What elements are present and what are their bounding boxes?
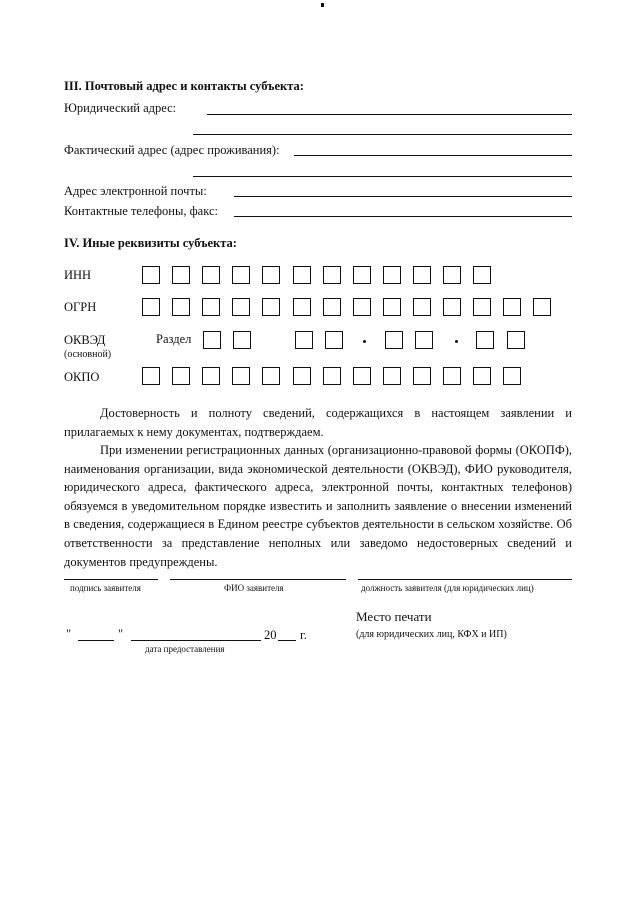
digit-box[interactable] bbox=[353, 367, 371, 385]
name-caption: ФИО заявителя bbox=[224, 583, 284, 593]
section4-title: IV. Иные реквизиты субъекта: bbox=[64, 236, 237, 250]
legal-address-field[interactable] bbox=[207, 114, 572, 115]
year-suffix: г. bbox=[300, 628, 307, 642]
digit-box[interactable] bbox=[383, 266, 401, 284]
digit-box[interactable] bbox=[323, 298, 341, 316]
digit-box[interactable] bbox=[293, 367, 311, 385]
digit-box[interactable] bbox=[383, 367, 401, 385]
phones-label: Контактные телефоны, факс: bbox=[64, 204, 219, 218]
actual-address-field[interactable] bbox=[294, 155, 572, 156]
digit-box[interactable] bbox=[232, 298, 250, 316]
digit-box[interactable] bbox=[443, 298, 461, 316]
digit-box[interactable] bbox=[142, 367, 160, 385]
digit-box[interactable] bbox=[476, 331, 494, 349]
digit-box[interactable] bbox=[503, 367, 521, 385]
okved-separator-dot bbox=[455, 340, 458, 343]
section3-title: III. Почтовый адрес и контакты субъекта: bbox=[64, 79, 304, 93]
digit-box[interactable] bbox=[325, 331, 343, 349]
stamp-note: (для юридических лиц, КФХ и ИП) bbox=[356, 629, 507, 640]
digit-box[interactable] bbox=[172, 367, 190, 385]
date-quote-close: " bbox=[118, 627, 124, 641]
digit-box[interactable] bbox=[262, 298, 280, 316]
digit-box[interactable] bbox=[323, 266, 341, 284]
inn-label: ИНН bbox=[64, 268, 92, 282]
okved-note: (основной) bbox=[64, 349, 112, 360]
digit-box[interactable] bbox=[142, 298, 160, 316]
month-field[interactable] bbox=[131, 640, 261, 641]
position-caption: должность заявителя (для юридических лиц) bbox=[361, 583, 534, 593]
year-prefix: 20 bbox=[264, 628, 277, 642]
date-quote-open: " bbox=[66, 627, 72, 641]
date-caption: дата предоставления bbox=[145, 644, 225, 654]
digit-box[interactable] bbox=[473, 266, 491, 284]
ogrn-label: ОГРН bbox=[64, 300, 97, 314]
day-field[interactable] bbox=[78, 640, 114, 641]
digit-box[interactable] bbox=[533, 298, 551, 316]
digit-box[interactable] bbox=[142, 266, 160, 284]
digit-box[interactable] bbox=[202, 266, 220, 284]
digit-box[interactable] bbox=[443, 367, 461, 385]
digit-box[interactable] bbox=[473, 298, 491, 316]
actual-address-field-2[interactable] bbox=[193, 176, 572, 177]
actual-address-label: Фактический адрес (адрес проживания): bbox=[64, 143, 280, 157]
digit-box[interactable] bbox=[203, 331, 221, 349]
okved-section-label: Раздел bbox=[156, 332, 192, 346]
digit-box[interactable] bbox=[202, 298, 220, 316]
email-field[interactable] bbox=[234, 196, 572, 197]
digit-box[interactable] bbox=[503, 298, 521, 316]
obligation-paragraph: При изменении регистрационных данных (организационно-правовой формы (ОКОПФ), наименования организации, вида экономической деятельности (ОКВЭД), ФИО руководителя, юридического адреса, фактического адреса, электронной почты, контактных телефонов) обязуемся в уведомительном порядке известить и заполнить заявление о внесении изменений в сведения, содержащиеся в Едином реестре субъектов деятельности в сельском хозяйстве. Об ответственности за представление неполных или заведомо недостоверных сведений и документов предупреждены. bbox=[64, 443, 572, 569]
digit-box[interactable] bbox=[295, 331, 313, 349]
page-mark bbox=[321, 3, 324, 7]
okpo-label: ОКПО bbox=[64, 370, 100, 384]
digit-box[interactable] bbox=[172, 298, 190, 316]
email-label: Адрес электронной почты: bbox=[64, 184, 207, 198]
digit-box[interactable] bbox=[507, 331, 525, 349]
legal-address-field-2[interactable] bbox=[193, 134, 572, 135]
digit-box[interactable] bbox=[353, 298, 371, 316]
digit-box[interactable] bbox=[232, 367, 250, 385]
okved-separator-dot bbox=[363, 340, 366, 343]
name-field[interactable] bbox=[170, 579, 346, 580]
digit-box[interactable] bbox=[415, 331, 433, 349]
digit-box[interactable] bbox=[202, 367, 220, 385]
okved-label: ОКВЭД bbox=[64, 333, 106, 347]
year-field[interactable] bbox=[278, 640, 296, 641]
confirmation-paragraph: Достоверность и полноту сведений, содержащихся в настоящем заявлении и прилагаемых к нему документах, подтверждаем. bbox=[64, 406, 572, 439]
digit-box[interactable] bbox=[383, 298, 401, 316]
digit-box[interactable] bbox=[413, 266, 431, 284]
digit-box[interactable] bbox=[262, 367, 280, 385]
digit-box[interactable] bbox=[473, 367, 491, 385]
position-field[interactable] bbox=[358, 579, 572, 580]
digit-box[interactable] bbox=[293, 266, 311, 284]
digit-box[interactable] bbox=[413, 298, 431, 316]
digit-box[interactable] bbox=[233, 331, 251, 349]
digit-box[interactable] bbox=[443, 266, 461, 284]
phones-field[interactable] bbox=[234, 216, 572, 217]
signature-caption: подпись заявителя bbox=[70, 583, 141, 593]
digit-box[interactable] bbox=[262, 266, 280, 284]
digit-box[interactable] bbox=[172, 266, 190, 284]
signature-field[interactable] bbox=[64, 579, 158, 580]
digit-box[interactable] bbox=[293, 298, 311, 316]
digit-box[interactable] bbox=[385, 331, 403, 349]
stamp-title: Место печати bbox=[356, 609, 432, 624]
legal-address-label: Юридический адрес: bbox=[64, 101, 177, 115]
digit-box[interactable] bbox=[323, 367, 341, 385]
digit-box[interactable] bbox=[232, 266, 250, 284]
digit-box[interactable] bbox=[413, 367, 431, 385]
digit-box[interactable] bbox=[353, 266, 371, 284]
